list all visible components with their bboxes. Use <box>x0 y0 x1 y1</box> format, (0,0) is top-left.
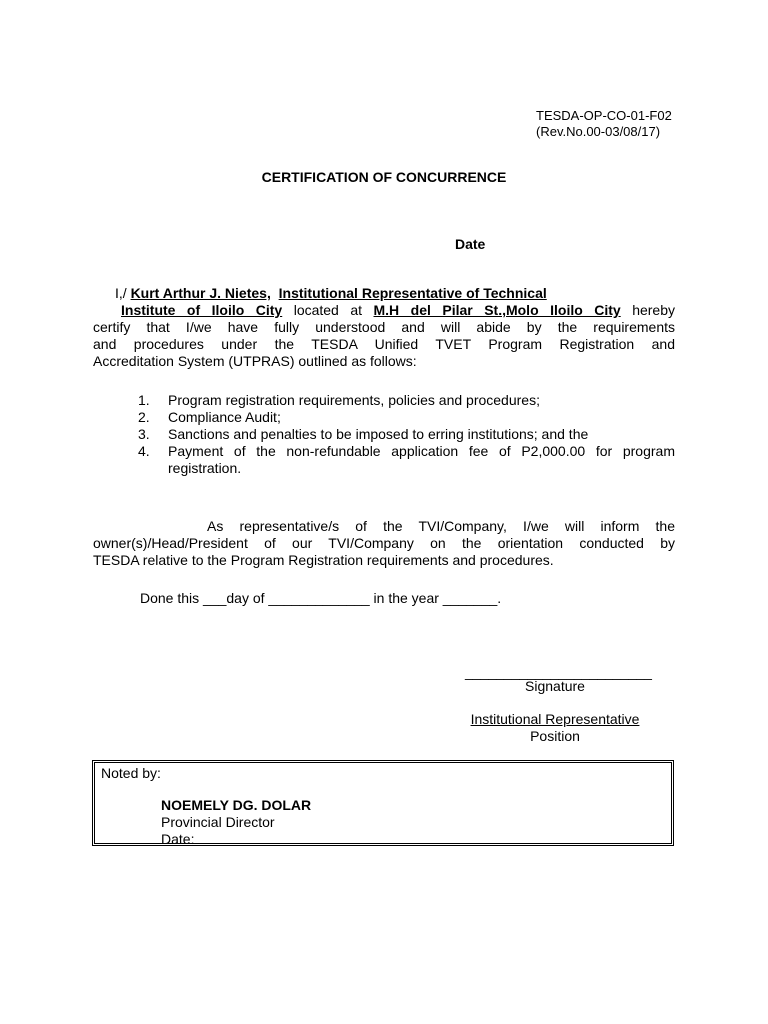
paragraph-line: and procedures under the TESDA Unified TVET Program Registration and <box>93 336 675 352</box>
paragraph-line: As representative/s of the TVI/Company, I/we will inform the <box>207 518 675 534</box>
date-label: Date <box>455 236 486 252</box>
institution-address: M.H del Pilar St.,Molo Iloilo City <box>373 302 621 318</box>
noted-by-box <box>92 760 674 846</box>
revision-number: (Rev.No.00-03/08/17) <box>536 124 661 139</box>
located-at-text: located at <box>293 302 363 318</box>
paragraph-line: Accreditation System (UTPRAS) outlined as follows: <box>93 353 417 369</box>
list-item: 1. Program registration requirements, policies and procedures; <box>138 392 540 408</box>
list-item: 3. Sanctions and penalties to be imposed to erring institutions; and the <box>138 426 589 442</box>
noted-by-label: Noted by: <box>101 765 161 781</box>
done-this-line: Done this ___day of _____________ in the year _______. <box>140 590 502 606</box>
document-code <box>536 108 672 140</box>
paragraph-line: TESDA relative to the Program Registration requirements and procedures. <box>93 552 554 568</box>
list-item: 2. Compliance Audit; <box>138 409 281 425</box>
paragraph-line: owner(s)/Head/President of our TVI/Company on the orientation conducted by <box>93 535 675 551</box>
representative-role: Institutional Representative of Technical <box>278 285 547 301</box>
position-value: Institutional Representative <box>470 711 640 727</box>
form-code: TESDA-OP-CO-01-F02 <box>536 108 672 123</box>
inform-paragraph <box>93 518 675 569</box>
requirements-list <box>93 392 675 477</box>
noted-position: Provincial Director <box>161 814 275 830</box>
signature-label: Signature <box>525 678 585 694</box>
list-item: 4. Payment of the non-refundable application fee of P2,000.00 for program registration. <box>138 443 675 476</box>
certification-paragraph <box>93 285 675 370</box>
signature-line: ________________________ <box>465 664 652 680</box>
noted-name: NOEMELY DG. DOLAR <box>161 797 312 813</box>
institution-name: Institute of Iloilo City <box>121 302 283 318</box>
representative-name: Kurt Arthur J. Nietes, <box>130 285 271 301</box>
page-title: CERTIFICATION OF CONCURRENCE <box>261 169 507 185</box>
paragraph-line: certify that I/we have fully understood and will abide by the requirements <box>93 319 675 335</box>
noted-date: Date: <box>161 831 195 847</box>
prefix-text: I,/ <box>115 285 127 301</box>
hereby-text: hereby <box>632 302 675 318</box>
position-label: Position <box>530 728 580 744</box>
